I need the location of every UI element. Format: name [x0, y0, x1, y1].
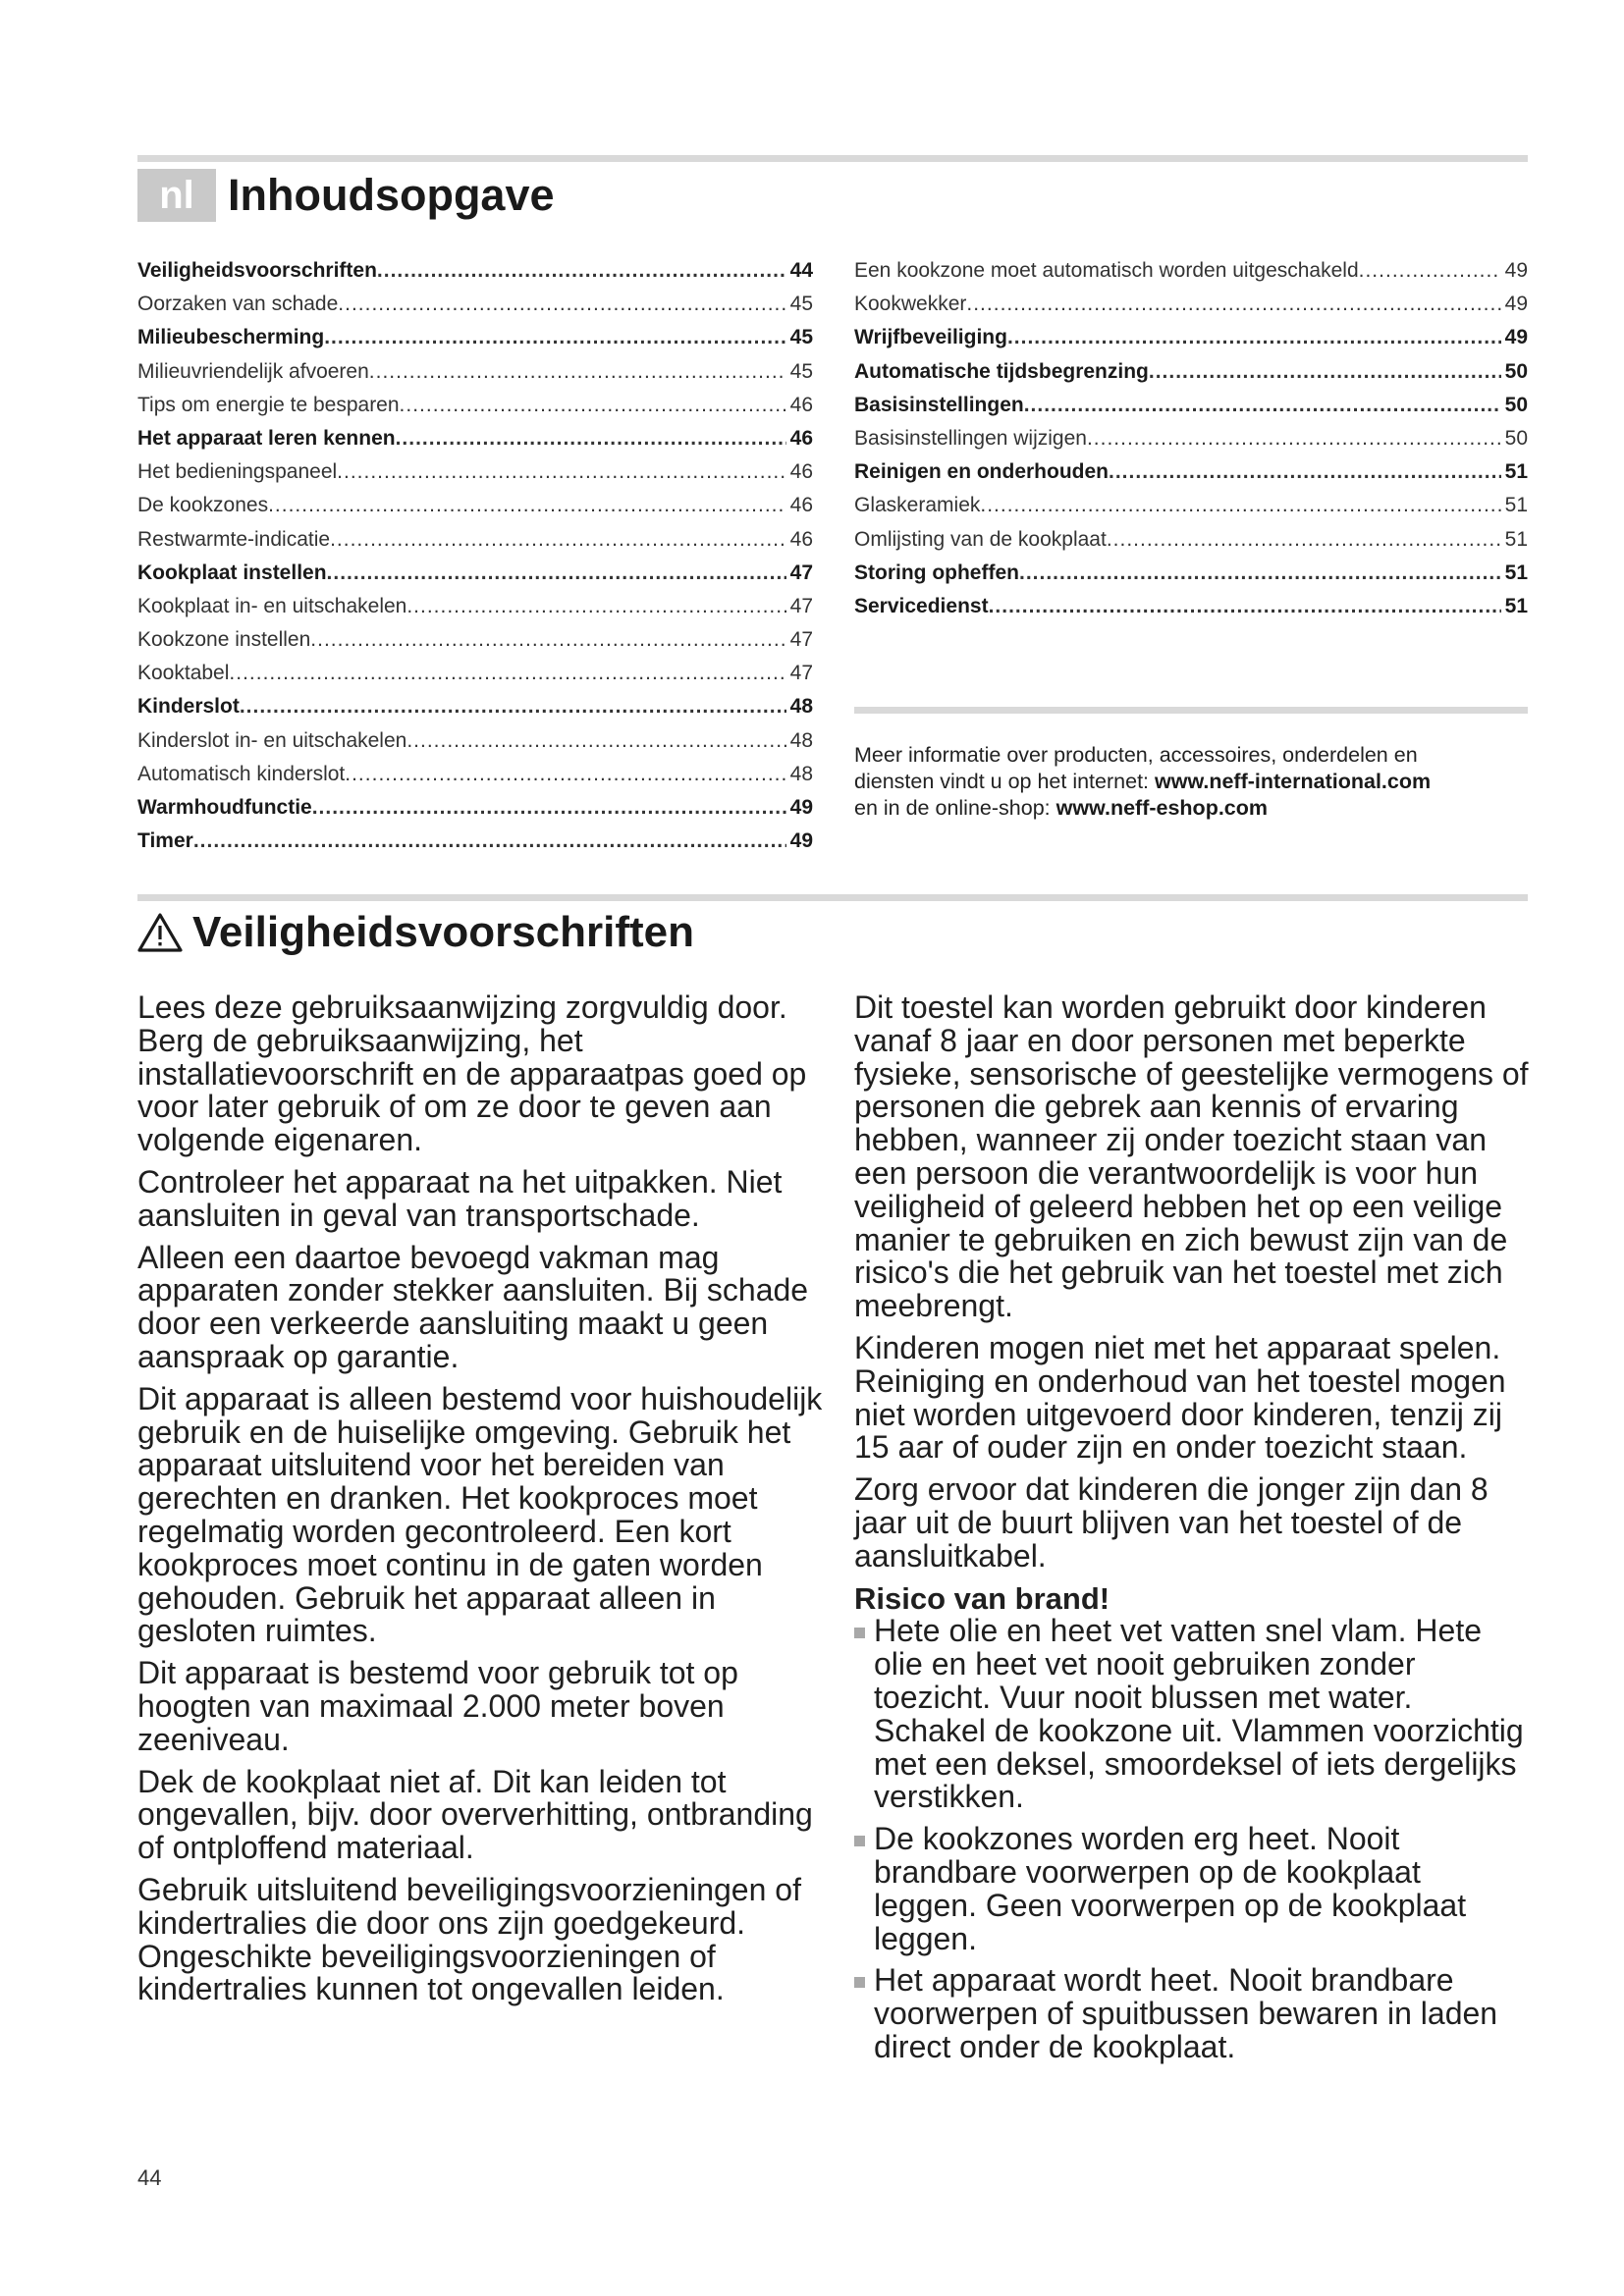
toc-entry-page: 46 [789, 527, 813, 551]
toc-entry[interactable] [137, 796, 813, 829]
toc-entry-title: Storing opheffen [854, 561, 1019, 584]
info-block [854, 742, 1528, 822]
toc-entry-title: Milieubescherming [137, 326, 325, 349]
toc-dot-leader [406, 595, 785, 618]
toc-dot-leader [193, 829, 786, 853]
toc-entry-page: 50 [1504, 393, 1528, 416]
website-link[interactable]: www.neff-international.com [1155, 770, 1432, 793]
section-heading [137, 908, 694, 957]
toc-dot-leader [1149, 360, 1501, 384]
toc-entry[interactable] [137, 561, 813, 595]
toc-entry[interactable] [854, 360, 1528, 394]
toc-dot-leader [989, 595, 1501, 618]
language-badge: nl [137, 169, 216, 222]
risk-bullet-text: Hete olie en heet vet vatten snel vlam. Hete olie en heet vet nooit gebruiken zonder toezicht. Vuur nooit blussen met water. Schakel de kookzone uit. Vlammen voorzichtig met een deksel, smoordeksel of iets dergelijks verstikken. [874, 1613, 1524, 1815]
safety-paragraph: Zorg ervoor dat kinderen die jonger zijn dan 8 jaar uit de buurt blijven van het toestel of de aansluitkabel. [854, 1471, 1489, 1574]
toc-entry[interactable] [854, 460, 1528, 494]
toc-dot-leader [396, 427, 786, 451]
toc-dot-leader [1007, 326, 1501, 349]
toc-entry-page: 49 [1504, 293, 1528, 316]
toc-dot-leader [1359, 259, 1501, 283]
bullet-square-icon [854, 1964, 874, 1998]
toc-entry-title: Het apparaat leren kennen [137, 426, 396, 450]
top-divider [137, 155, 1528, 162]
safety-paragraph: Gebruik uitsluitend beveiligingsvoorzieningen of kindertralies die door ons zijn goedgekeurd. Ongeschikte beveiligingsvoorzieningen of kindertralies kunnen tot ongevallen leiden. [137, 1871, 801, 2007]
toc-dot-leader [338, 293, 785, 316]
toc-entry-page: 46 [789, 494, 813, 517]
safety-right-column [854, 991, 1532, 2073]
toc-entry-page: 50 [1504, 426, 1528, 450]
toc-entry[interactable] [137, 662, 813, 695]
toc-header [137, 167, 555, 224]
toc-entry[interactable] [137, 326, 813, 359]
toc-entry-title: De kookzones [137, 494, 269, 517]
toc-entry[interactable] [854, 595, 1528, 628]
toc-entry-page: 51 [1504, 527, 1528, 551]
safety-paragraph: Kinderen mogen niet met het apparaat spelen. Reiniging en onderhoud van het toestel mogen niet worden uitgevoerd door kinderen, tenzij zij 15 aar of ouder zijn en onder toezicht staan. [854, 1329, 1506, 1466]
toc-entry[interactable] [137, 695, 813, 728]
toc-entry-page: 51 [1504, 594, 1528, 617]
toc-entry-title: Servicedienst [854, 594, 989, 617]
toc-entry-title: Basisinstellingen [854, 393, 1024, 416]
toc-dot-leader [1087, 427, 1501, 451]
toc-entry[interactable] [854, 259, 1528, 293]
toc-entry-page: 46 [789, 426, 813, 450]
toc-dot-leader [268, 494, 786, 517]
toc-entry-page: 45 [789, 359, 813, 383]
toc-entry-title: Kinderslot in- en uitschakelen [137, 728, 407, 752]
toc-entry-title: Kookplaat instellen [137, 561, 327, 584]
risk-bullet [854, 1823, 1532, 1955]
page-number: 44 [137, 2165, 162, 2190]
toc-dot-leader [1107, 528, 1501, 552]
toc-entry-title: Automatische tijdsbegrenzing [854, 359, 1149, 383]
toc-entry-title: Timer [137, 829, 193, 853]
toc-entry[interactable] [137, 460, 813, 494]
toc-entry-page: 49 [1504, 326, 1528, 349]
toc-dot-leader [310, 628, 785, 652]
toc-entry[interactable] [137, 528, 813, 561]
warning-triangle-icon [137, 912, 183, 953]
info-divider [854, 707, 1528, 714]
toc-dot-leader [327, 561, 786, 585]
toc-entry[interactable] [137, 595, 813, 628]
toc-entry[interactable] [854, 494, 1528, 527]
toc-entry-title: Het bedieningspaneel [137, 460, 338, 484]
toc-left-column [137, 259, 813, 863]
safety-left-column [137, 991, 825, 2015]
toc-entry-title: Wrijfbeveiliging [854, 326, 1007, 349]
toc-entry-page: 49 [789, 796, 813, 819]
toc-entry-title: Reinigen en onderhouden [854, 460, 1110, 484]
shop-link[interactable]: www.neff-eshop.com [1056, 796, 1269, 820]
toc-entry[interactable] [137, 360, 813, 394]
toc-dot-leader [324, 326, 785, 349]
toc-dot-leader [1109, 460, 1501, 484]
info-line-3-text: en in de online-shop: [854, 796, 1056, 820]
toc-entry-page: 46 [789, 460, 813, 484]
risk-list [854, 1615, 1532, 2063]
toc-entry-title: Restwarmte-indicatie [137, 527, 331, 551]
toc-dot-leader [240, 695, 786, 719]
toc-entry-page: 48 [789, 762, 813, 785]
toc-entry[interactable] [854, 561, 1528, 595]
toc-dot-leader [406, 729, 785, 753]
toc-entry-page: 50 [1504, 359, 1528, 383]
toc-entry-page: 46 [789, 393, 813, 416]
toc-entry-page: 44 [789, 259, 813, 282]
toc-entry-page: 47 [789, 594, 813, 617]
toc-dot-leader [980, 494, 1500, 517]
toc-entry-page: 45 [789, 293, 813, 316]
safety-paragraph: Controleer het apparaat na het uitpakken. Niet aansluiten in geval van transportschade. [137, 1163, 783, 1233]
toc-entry[interactable] [854, 394, 1528, 427]
toc-entry[interactable] [137, 427, 813, 460]
toc-dot-leader [400, 394, 786, 417]
toc-entry-page: 45 [789, 326, 813, 349]
risk-bullet [854, 1964, 1532, 2063]
toc-entry-title: Milieuvriendelijk afvoeren [137, 359, 369, 383]
safety-paragraph: Alleen een daartoe bevoegd vakman mag apparaten zonder stekker aansluiten. Bij schade door een verkeerde aansluiting maakt u geen aanspraak op garantie. [137, 1239, 809, 1374]
toc-entry-page: 51 [1504, 494, 1528, 517]
toc-entry-title: Kooktabel [137, 662, 230, 685]
toc-entry-title: Basisinstellingen wijzigen [854, 426, 1087, 450]
toc-entry-title: Kookzone instellen [137, 628, 311, 652]
toc-entry-page: 48 [789, 695, 813, 719]
toc-entry[interactable] [137, 763, 813, 796]
bullet-square-icon [854, 1615, 874, 1648]
toc-entry[interactable] [137, 729, 813, 763]
toc-dot-leader [966, 293, 1500, 316]
page-title: Inhoudsopgave [228, 170, 555, 220]
toc-entry[interactable] [137, 394, 813, 427]
info-line-2-text: diensten vindt u op het internet: [854, 770, 1155, 793]
toc-entry-page: 49 [1504, 259, 1528, 282]
toc-entry-page: 48 [789, 728, 813, 752]
safety-paragraph: Dit apparaat is bestemd voor gebruik tot op hoogten van maximaal 2.000 meter boven zeeniveau. [137, 1655, 738, 1757]
toc-entry-page: 51 [1504, 460, 1528, 484]
safety-paragraph: Dit apparaat is alleen bestemd voor huishoudelijk gebruik en de huiselijke omgeving. Gebruik het apparaat uitsluitend voor het bereiden van gerechten en dranken. Het kookproces moet regelmatig worden gecontroleerd. Een kort kookproces moet continu in de gaten worden gehouden. Gebruik het apparaat alleen in gesloten ruimtes. [137, 1380, 823, 1649]
toc-entry-title: Automatisch kinderslot [137, 762, 346, 785]
bullet-square-icon [854, 1823, 874, 1856]
toc-dot-leader [330, 528, 786, 552]
toc-entry[interactable] [854, 293, 1528, 326]
toc-dot-leader [229, 662, 785, 685]
toc-dot-leader [1019, 561, 1501, 585]
toc-entry-page: 49 [789, 829, 813, 853]
toc-dot-leader [369, 360, 786, 384]
info-line-3 [854, 795, 1528, 822]
toc-entry-page: 47 [789, 628, 813, 652]
toc-entry-title: Glaskeramiek [854, 494, 981, 517]
toc-entry-title: Warmhoudfunctie [137, 796, 312, 819]
toc-dot-leader [377, 259, 786, 283]
risk-heading: Risico van brand! [854, 1580, 1110, 1616]
toc-entry-title: Omlijsting van de kookplaat [854, 527, 1107, 551]
toc-entry[interactable] [137, 829, 813, 863]
toc-entry[interactable] [137, 628, 813, 662]
toc-entry-title: Een kookzone moet automatisch worden uitgeschakeld [854, 259, 1359, 282]
toc-entry-title: Kookwekker [854, 293, 967, 316]
toc-entry-title: Kinderslot [137, 695, 240, 719]
toc-entry-page: 47 [789, 662, 813, 685]
toc-entry[interactable] [137, 259, 813, 293]
risk-bullet [854, 1615, 1532, 1814]
toc-dot-leader [345, 763, 785, 786]
toc-right-column [854, 259, 1528, 628]
info-line-2 [854, 769, 1528, 795]
toc-entry[interactable] [854, 427, 1528, 460]
toc-dot-leader [337, 460, 785, 484]
toc-entry[interactable] [137, 293, 813, 326]
toc-entry[interactable] [854, 326, 1528, 359]
toc-entry-title: Veiligheidsvoorschriften [137, 259, 377, 282]
section-title: Veiligheidsvoorschriften [192, 908, 695, 956]
safety-paragraph: Dit toestel kan worden gebruikt door kinderen vanaf 8 jaar en door personen met beperkte fysieke, sensorische of geestelijke vermogens of personen die gebrek aan kennis of ervaring hebben, wanneer zij onder toezicht staan van een persoon die verantwoordelijk is voor hun veiligheid of geleerd hebben het op een veilige manier te gebruiken en zich bewust zijn van de risico's die het gebruik van het toestel met zich meebrengt. [854, 989, 1529, 1324]
safety-right-paragraphs [854, 991, 1532, 1574]
toc-entry-title: Oorzaken van schade [137, 293, 339, 316]
toc-entry[interactable] [137, 494, 813, 527]
section-divider [137, 894, 1528, 901]
toc-entry-title: Kookplaat in- en uitschakelen [137, 594, 407, 617]
risk-bullet-text: De kookzones worden erg heet. Nooit brandbare voorwerpen op de kookplaat leggen. Geen voorwerpen op de kookplaat leggen. [874, 1821, 1467, 1956]
toc-entry-page: 47 [789, 561, 813, 584]
toc-dot-leader [312, 796, 786, 820]
info-line-1: Meer informatie over producten, accessoires, onderdelen en [854, 743, 1418, 767]
toc-dot-leader [1024, 394, 1501, 417]
safety-paragraph: Lees deze gebruiksaanwijzing zorgvuldig door. Berg de gebruiksaanwijzing, het installatievoorschrift en de apparaatpas goed op voor later gebruik of om ze door te geven aan volgende eigenaren. [137, 989, 807, 1158]
toc-entry-title: Tips om energie te besparen [137, 393, 400, 416]
risk-bullet-text: Het apparaat wordt heet. Nooit brandbare voorwerpen of spuitbussen bewaren in laden direct onder de kookplaat. [874, 1962, 1498, 2064]
toc-entry-page: 51 [1504, 561, 1528, 584]
safety-paragraph: Dek de kookplaat niet af. Dit kan leiden tot ongevallen, bijv. door oververhitting, ontbranding of ontploffend materiaal. [137, 1763, 813, 1866]
toc-entry[interactable] [854, 528, 1528, 561]
